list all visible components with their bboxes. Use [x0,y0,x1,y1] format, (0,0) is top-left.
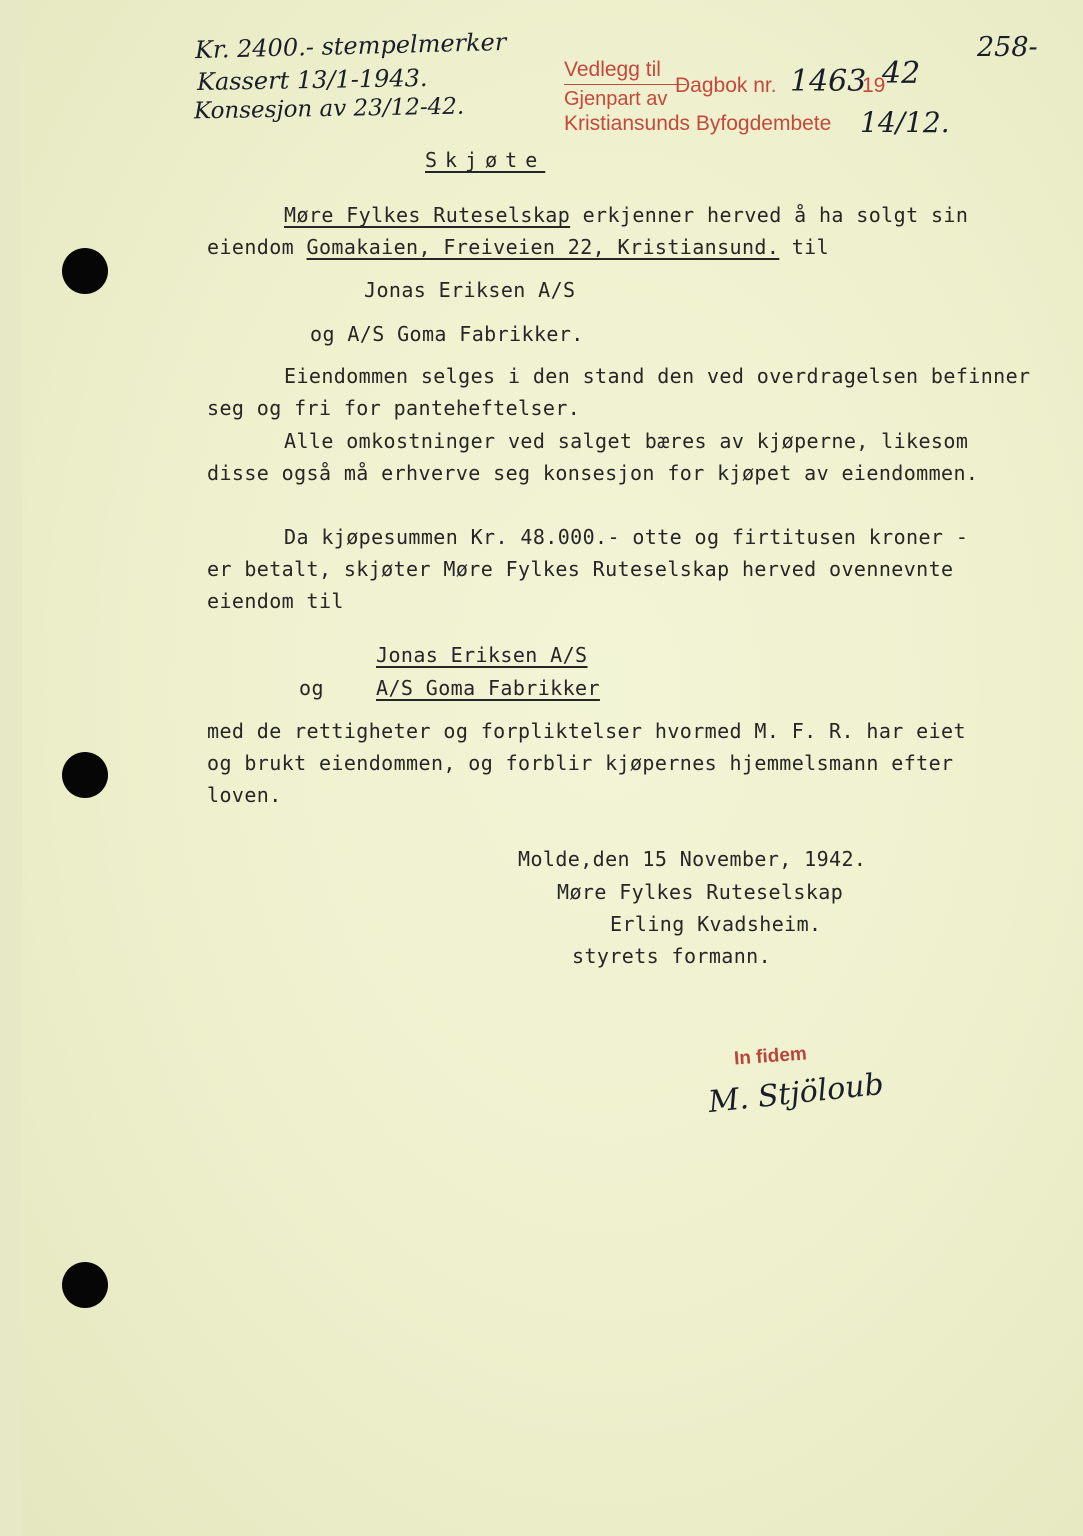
document-title: Skjøte [425,148,546,172]
buyer-line-1: Jonas Eriksen A/S [364,278,576,302]
closing-signer: Erling Kvadsheim. [610,912,822,936]
stamp-gjenpart: Gjenpart av [564,88,668,110]
annotation-stamp-duty: Kr. 2400.- stempelmerker [194,27,507,65]
para3-line1: Da kjøpesummen Kr. 48.000.- otte og firtitusen kroner - [284,525,969,549]
stamp-vedlegg: Vedlegg til [564,58,661,81]
para2-line3: Alle omkostninger ved salget bæres av kjøperne, likesom [284,429,969,453]
para4-line1: med de rettigheter og forpliktelser hvormed M. F. R. har eiet [207,719,966,743]
grantee-line-2: A/S Goma Fabrikker [376,676,600,700]
para2-line2: seg og fri for panteheftelser. [207,396,581,420]
stamp-year-value: 42 [882,56,921,91]
para3-line3: eiendom til [207,589,344,613]
para4-line2: og brukt eiendommen, og forblir kjøpernes hjemmelsmann efter [207,751,954,775]
annotation-concession: Konsesjon av 23/12-42. [193,93,465,125]
para4-line3: loven. [207,783,282,807]
closing-company: Møre Fylkes Ruteselskap [557,880,844,904]
grantee-line-1: Jonas Eriksen A/S [376,643,588,667]
in-fidem-stamp: In fidem [733,1043,808,1070]
closing-place-date: Molde,den 15 November, 1942. [518,847,867,871]
para1-line2: eiendom Gomakaien, Freiveien 22, Kristiansund. til [207,235,830,259]
stamp-divider [564,84,686,85]
para2-line1: Eiendommen selges i den stand den ved overdragelsen befinner [284,364,1031,388]
punch-hole-middle [62,752,108,798]
para2-line4: disse også må erhverve seg konsesjon for kjøpet av eiendommen. [207,461,979,485]
stamp-dagbok-number: 1463 [790,64,867,99]
stamp-office: Kristiansunds Byfogdembete [564,112,832,135]
stamp-date: 14/12. [860,106,950,139]
stamp-dagbok-label: Dagbok nr. [675,74,777,97]
punch-hole-bottom [62,1262,108,1308]
closing-role: styrets formann. [572,944,772,968]
stamp-year-prefix: 19 [862,74,886,97]
punch-hole-top [62,248,108,294]
para3-line2: er betalt, skjøter Møre Fylkes Ruteselskap herved ovennevnte [207,557,954,581]
annotation-cancelled: Kassert 13/1-1943. [196,63,428,97]
page-number: 258- [977,32,1038,63]
para1-line1: Møre Fylkes Ruteselskap erkjenner herved å ha solgt sin [284,203,969,227]
signature: M. Stjöloub [706,1066,886,1121]
grantee-og: og [299,676,324,700]
buyer-line-2: og A/S Goma Fabrikker. [310,322,584,346]
